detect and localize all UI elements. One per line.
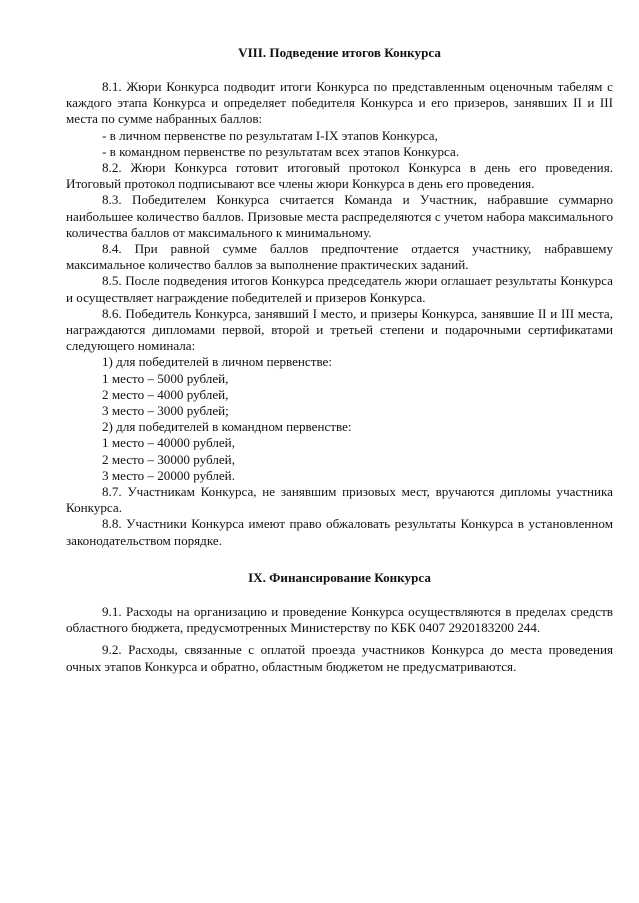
paragraph-8-8: 8.8. Участники Конкурса имеют право обжаловать результаты Конкурса в установленном законодательством порядке.: [66, 516, 613, 548]
prize-personal-1: 1 место – 5000 рублей,: [102, 370, 229, 386]
bullet-personal: - в личном первенстве по результатам I-IX этапов Конкурса,: [102, 127, 438, 143]
paragraph-8-6: 8.6. Победитель Конкурса, занявший I место, и призеры Конкурса, занявшие II и III места, награждаются дипломами первой, второй и третьей степени и подарочными сертификатами следующего номинала:: [66, 305, 613, 354]
paragraph-8-4: 8.4. При равной сумме баллов предпочтение отдается участнику, набравшему максимальное количество баллов за выполнение практических заданий.: [66, 241, 613, 273]
paragraph-8-2: 8.2. Жюри Конкурса готовит итоговый протокол Конкурса в день его проведения. Итоговый протокол подписывают все члены жюри Конкурса в день его проведения.: [66, 160, 613, 192]
prize-personal-3: 3 место – 3000 рублей;: [102, 403, 229, 419]
prize-personal-2: 2 место – 4000 рублей,: [102, 386, 229, 402]
document-content: [66, 45, 613, 675]
paragraph-8-5: 8.5. После подведения итогов Конкурса председатель жюри оглашает результаты Конкурса и осуществляет награждение победителей и призеров Конкурса.: [66, 273, 613, 305]
bullet-team: - в командном первенстве по результатам всех этапов Конкурса.: [102, 143, 460, 159]
paragraph-8-1: 8.1. Жюри Конкурса подводит итоги Конкурса по представленным оценочным табелям с каждого этапа Конкурса и определяет победителя Конкурса и его призеров, занявших II и III места по сумме набранных баллов:: [66, 79, 613, 127]
prize-team-3: 3 место – 20000 рублей.: [102, 467, 235, 483]
prize-team-1: 1 место – 40000 рублей,: [102, 435, 235, 451]
section-8-title: VIII. Подведение итогов Конкурса: [238, 45, 441, 60]
section-9-title: IX. Финансирование Конкурса: [248, 569, 431, 585]
paragraph-8-7: 8.7. Участникам Конкурса, не занявшим призовых мест, вручаются дипломы участника Конкурса.: [66, 484, 613, 516]
list-item-team-header: 2) для победителей в командном первенстве:: [102, 419, 352, 435]
paragraph-9-1: 9.1. Расходы на организацию и проведение Конкурса осуществляются в пределах средств областного бюджета, предусмотренных Министерству по КБК 0407 2920183200 244.: [66, 603, 613, 636]
paragraph-9-2: 9.2. Расходы, связанные с оплатой проезда участников Конкурса до места проведения очных этапов Конкурса и обратно, областным бюджетом не предусматриваются.: [66, 642, 613, 674]
paragraph-8-3: 8.3. Победителем Конкурса считается Команда и Участник, набравшие суммарно наибольшее количество баллов. Призовые места распределяются с учетом набора максимального количества баллов от максимального к минимальному.: [66, 192, 613, 240]
list-item-personal-header: 1) для победителей в личном первенстве:: [102, 354, 333, 370]
prize-team-2: 2 место – 30000 рублей,: [102, 451, 235, 467]
